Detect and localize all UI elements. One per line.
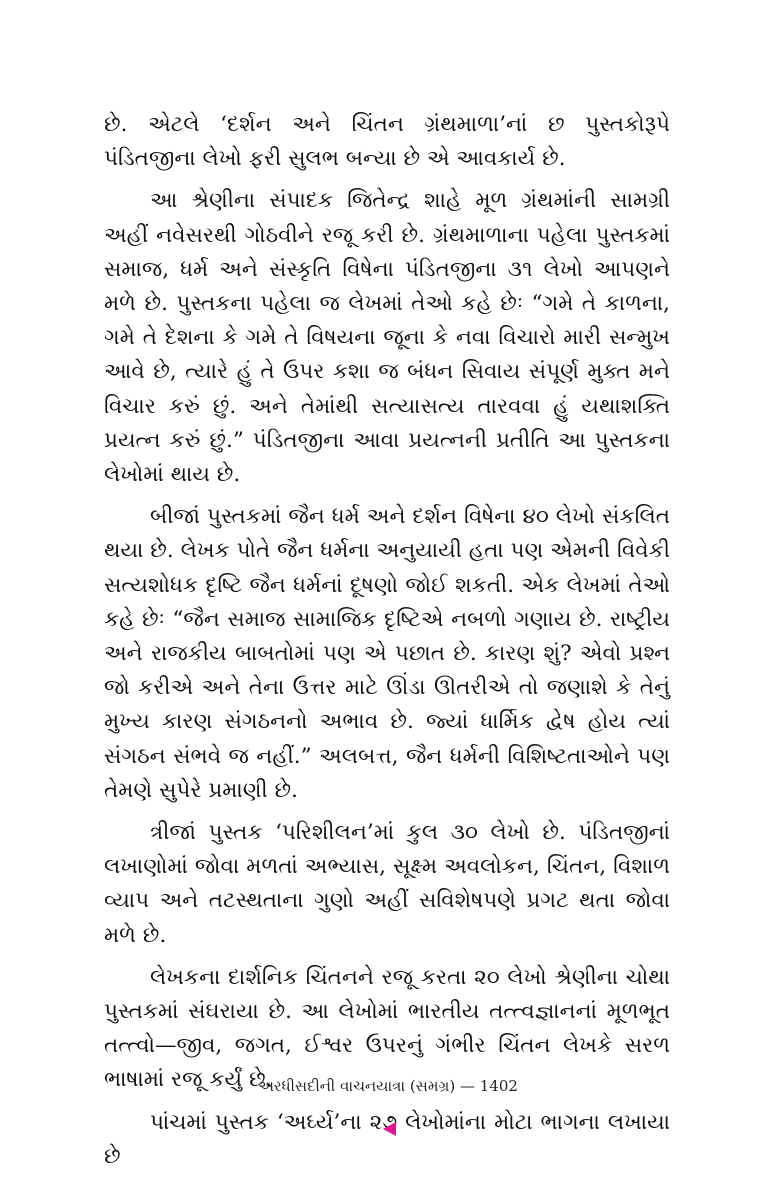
paragraph-series-editor: આ શ્રેણીના સંપાદક જિતેન્દ્ર શાહે મૂળ ગ્રંથમાંની સામગ્રી અહીં નવેસરથી ગોઠવીને રજૂ કરી છે. ગ્રંથમાળાના પહેલા પુસ્તકમાં સમાજ, ધર્મ અને સંસ્કૃતિ વિષેના પંડિતજીના ૩૧ લેખો આપણને મળે છે. પુસ્તકના પહેલા જ લેખમાં તેઓ કહે છેઃ “ગમે તે કાળના, ગમે તે દેશના કે ગમે તે વિષયના જૂના કે નવા વિચારો મારી સન્મુખ આવે છે, ત્યારે હું તે ઉપર કશા જ બંધન સિવાય સંપૂર્ણ મુક્ત મને વિચાર કરું છું. અને તેમાંથી સત્યાસત્ય તારવવા હું યથાશક્તિ પ્રયત્ન કરું છું.” પંડિતજીના આવા પ્રયત્નની પ્રતીતિ આ પુસ્તકના લેખોમાં થાય છે. <box>104 188 670 488</box>
paragraph-continuation: છે. એટલે ‘દર્શન અને ચિંતન ગ્રંથમાળા’નાં છ પુસ્તકોરૂપે પંડિતજીના લેખો ફરી સુલભ બન્યા છે એ આવકાર્ય છે. <box>104 112 670 172</box>
previous-page-arrow-icon[interactable] <box>383 1122 396 1136</box>
paragraph-third-book: ત્રીજાં પુસ્તક ‘પરિશીલન’માં કુલ ૩૦ લેખો છે. પંડિતજીનાં લખાણોમાં જોવા મળતાં અભ્યાસ, સૂક્ષ્મ અવલોકન, ચિંતન, વિશાળ વ્યાપ અને તટસ્થતાના ગુણો અહીં સવિશેષપણે પ્રગટ થતા જોવા મળે છે. <box>104 820 670 948</box>
page-body <box>104 108 670 1182</box>
paragraph-fourth-book: લેખકના દાર્શનિક ચિંતનને રજૂ કરતા ૨૦ લેખો શ્રેણીના ચોથા પુસ્તકમાં સંઘરાયા છે. આ લેખોમાં ભારતીય તત્ત્વજ્ઞાનનાં મૂળભૂત તત્ત્વો—જીવ, જગત, ઈશ્વર ઉપરનું ગંભીર ચિંતન લેખકે સરળ ભાષામાં રજૂ કર્યું છે. <box>104 964 670 1093</box>
page-footer: અરધીસદીની વાચનયાત્રા (સમગ્ર) — 1402 <box>258 1077 518 1095</box>
paragraph-second-book: બીજાં પુસ્તકમાં જૈન ધર્મ અને દર્શન વિષેના ૪૦ લેખો સંકલિત થયા છે. લેખક પોતે જૈન ધર્મના અનુયાયી હતા પણ એમની વિવેકી સત્યશોધક દૃષ્ટિ જૈન ધર્મનાં દૂષણો જોઈ શકતી. એક લેખમાં તેઓ કહે છેઃ “જૈન સમાજ સામાજિક દૃષ્ટિએ નબળો ગણાય છે. રાષ્ટ્રીય અને રાજકીય બાબતોમાં પણ એ પછાત છે. કારણ શું? એવો પ્રશ્ન જો કરીએ અને તેના ઉત્તર માટે ઊંડા ઊતરીએ તો જણાશે કે તેનું મુખ્ય કારણ સંગઠનનો અભાવ છે. જ્યાં ધાર્મિક દ્વેષ હોય ત્યાં સંગઠન સંભવે જ નહીં.” અલબત્ત, જૈન ધર્મની વિશિષ્ટતાઓને પણ તેમણે સુપેરે પ્રમાણી છે. <box>104 504 670 803</box>
paragraph-fifth-book: પાંચમાં પુસ્તક ‘અર્ઘ્ય’ના ૨૭ લેખોમાંના મોટા ભાગના લખાયા છે <box>104 1109 670 1169</box>
